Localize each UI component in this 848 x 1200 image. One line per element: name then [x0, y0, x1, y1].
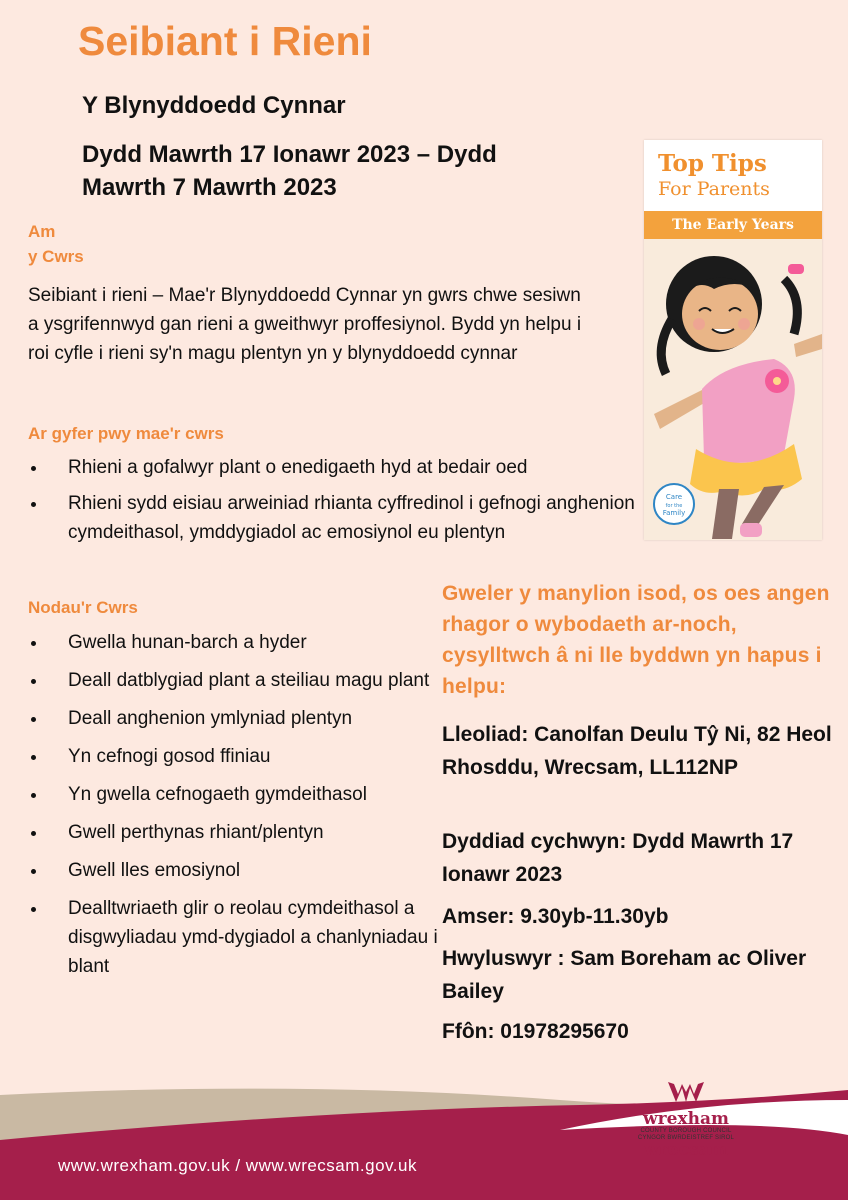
cover-title-line-1: Top Tips	[658, 150, 767, 177]
contact-intro: Gweler y manylion isod, os oes angen rhagor o wybodaeth ar-noch, cysylltwch â ni lle byddwn yn hapus i helpu:	[442, 582, 830, 698]
page-title: Seibiant i Rieni	[78, 18, 372, 64]
list-item: Gwell perthynas rhiant/plentyn	[28, 818, 438, 847]
badge-line-1: Care	[665, 493, 683, 501]
about-heading-line-1: Am	[28, 222, 56, 241]
list-item: Yn gwella cefnogaeth gymdeithasol	[28, 780, 438, 809]
contact-facilitators: Hwyluswyr : Sam Boreham ac Oliver Bailey	[442, 947, 807, 1003]
about-heading	[28, 219, 84, 269]
dates-line-1: Dydd Mawrth 17 Ionawr 2023 – Dydd	[82, 141, 497, 168]
footer-url[interactable]: www.wrexham.gov.uk / www.wrecsam.gov.uk	[58, 1156, 417, 1175]
course-dates	[82, 138, 602, 204]
about-heading-line-2: y Cwrs	[28, 247, 84, 266]
logo-small-line-2: CYNGOR BWRDEISTREF SIROL	[637, 1135, 735, 1141]
about-text: Seibiant i rieni – Mae'r Blynyddoedd Cynnar yn gwrs chwe sesiwn a ysgrifennwyd gan rieni a gweithwyr proffesiynol. Bydd yn helpu i roi cyfle i rieni sy'n magu plentyn yn y blynyddoedd cynnar	[28, 285, 582, 364]
list-item: Dealltwriaeth glir o reolau cymdeithasol a disgwyliadau ymd-dygiadol a chanlyniadau i blant	[28, 894, 438, 981]
contact-start-date: Dyddiad cychwyn: Dydd Mawrth 17 Ionawr 2023	[442, 830, 794, 886]
list-item: Deall anghenion ymlyniad plentyn	[28, 704, 438, 733]
contact-location: Lleoliad: Canolfan Deulu Tŷ Ni, 82 Heol Rhosddu, Wrecsam, LL112NP	[442, 723, 832, 779]
badge-line-3: Family	[662, 509, 686, 517]
contact-time: Amser: 9.30yb-11.30yb	[442, 905, 669, 928]
list-item: Gwell lles emosiynol	[28, 856, 438, 885]
cover-title-line-2: For Parents	[658, 178, 770, 200]
who-list	[28, 453, 638, 554]
logo-small-line-1: COUNTY BOROUGH COUNCIL	[640, 1128, 732, 1134]
booklet-cover-image	[644, 140, 822, 540]
list-item: Rhieni a gofalwyr plant o enedigaeth hyd at bedair oed	[28, 453, 638, 482]
child-illustration	[644, 239, 822, 540]
aims-list	[28, 628, 438, 990]
logo-word-wrecsam: wrecsam	[644, 1140, 728, 1160]
list-item: Gwella hunan-barch a hyder	[28, 628, 438, 657]
dragon-logo-icon	[666, 1080, 706, 1106]
list-item: Rhieni sydd eisiau arweiniad rhianta cyffredinol i gefnogi anghenion cymdeithasol, ymddygiadol ac emosiynol eu plentyn	[28, 489, 638, 547]
page-subtitle: Y Blynyddoedd Cynnar	[82, 92, 346, 119]
child-illustration-svg	[644, 239, 822, 540]
dates-line-2: Mawrth 7 Mawrth 2023	[82, 174, 337, 201]
badge-line-2: for the	[665, 503, 683, 509]
who-heading: Ar gyfer pwy mae'r cwrs	[28, 424, 224, 443]
logo-word-wrexham: wrexham	[643, 1109, 729, 1129]
contact-phone: Ffôn: 01978295670	[442, 1020, 629, 1043]
list-item: Yn cefnogi gosod ffiniau	[28, 742, 438, 771]
aims-heading: Nodau'r Cwrs	[28, 598, 138, 617]
cover-band: The Early Years	[644, 211, 822, 239]
cover-title	[658, 150, 770, 200]
list-item: Deall datblygiad plant a steiliau magu plant	[28, 666, 438, 695]
council-logo	[616, 1080, 756, 1159]
